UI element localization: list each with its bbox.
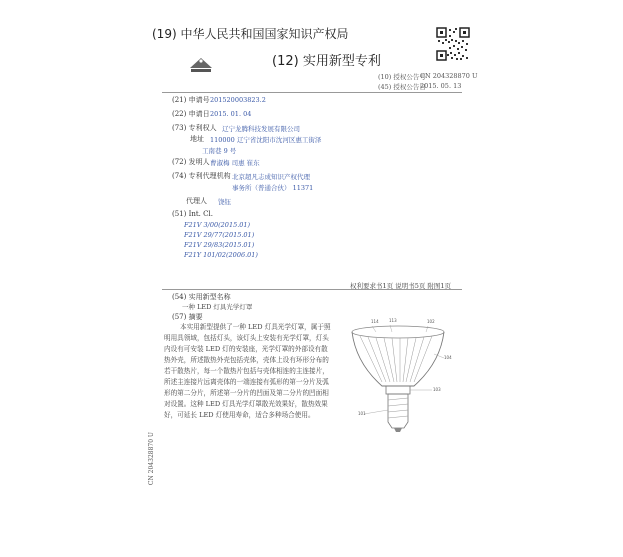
application-number-label: (21) 申请号 [172,96,210,104]
figure-label: 113 [389,318,397,323]
inventor-label: (72) 发明人 [172,158,210,166]
address-line-2: 工南巷 9 号 [202,147,237,155]
figure-label: 104 [444,355,452,360]
ipc-class: F21V 29/77(2015.01) [184,231,255,239]
application-number: 201520003823.2 [210,96,266,104]
figure-label: 101 [358,411,366,416]
inventors: 曹淑梅 司惠 崔东 [210,159,260,167]
grant-date-label: (45) 授权公告日 [378,83,426,91]
address-line-1: 110000 辽宁省沈阳市沈河区惠工街泽 [210,136,322,144]
agency-line-1: 北京超凡志成知识产权代理 [232,173,310,181]
header-rule [162,92,462,93]
qr-code-icon [436,27,470,61]
document-type: (12) 实用新型专利 [272,54,381,69]
office-title: (19) 中华人民共和国国家知识产权局 [152,27,349,41]
grant-number: CN 204328870 U [420,72,478,80]
side-publication-code: CN 204328870 U [148,432,155,486]
filing-date-label: (22) 申请日 [172,110,210,118]
sipo-logo-icon [188,52,214,74]
agent: 饶钰 [218,198,231,206]
figure-label: 103 [433,387,441,392]
patentee: 辽宁龙腾科技发展有限公司 [222,125,300,133]
agent-label: 代理人 [186,197,207,205]
utility-model-title: 一种 LED 灯具光学灯罩 [182,303,253,311]
ipc-class: F21Y 101/02(2006.01) [184,251,258,259]
int-cl-label: (51) Int. Cl. [172,210,213,218]
figure-label: 102 [427,319,435,324]
agency-label: (74) 专利代理机构 [172,172,231,180]
grant-number-label: (10) 授权公告号 [378,73,426,81]
ipc-class: F21V 29/83(2015.01) [184,241,255,249]
mid-rule [162,289,462,290]
filing-date: 2015. 01. 04 [210,110,252,118]
page-counts: 权利要求书1页 说明书5页 附图1页 [350,282,452,290]
patentee-label: (73) 专利权人 [172,124,217,132]
abstract-text: 本实用新型提供了一种 LED 灯具光学灯罩，属于照明用具领域，包括灯头，该灯头上安装有光学灯罩，灯头内设有可安装 LED 灯的安装座，光学灯罩的外部设有散热外壳，所述散热外壳包括壳体，壳体上设有环形分布的若干散热片，每一个散热片包括与壳体相连的主连接片，所述主连接片远离壳体的一端连接有弧形的第一分片及弧形的第二分片，所述第一分片的凹面及第二分片的凹面相对设置。这种 LED 灯具光学灯罩散光效果好，散热效果好，可延长 LED 灯使用寿命，适合多种场合使用。 [164,323,331,419]
lamp-drawing [342,318,460,440]
abstract-label: (57) 摘要 [172,313,203,321]
utility-model-title-label: (54) 实用新型名称 [172,293,231,301]
grant-date: 2015. 05. 13 [420,82,462,90]
agency-line-2: 事务所（普通合伙） 11371 [232,184,314,192]
ipc-class: F21V 3/00(2015.01) [184,221,251,229]
address-label: 地址 [190,135,204,143]
figure-label: 114 [371,319,379,324]
